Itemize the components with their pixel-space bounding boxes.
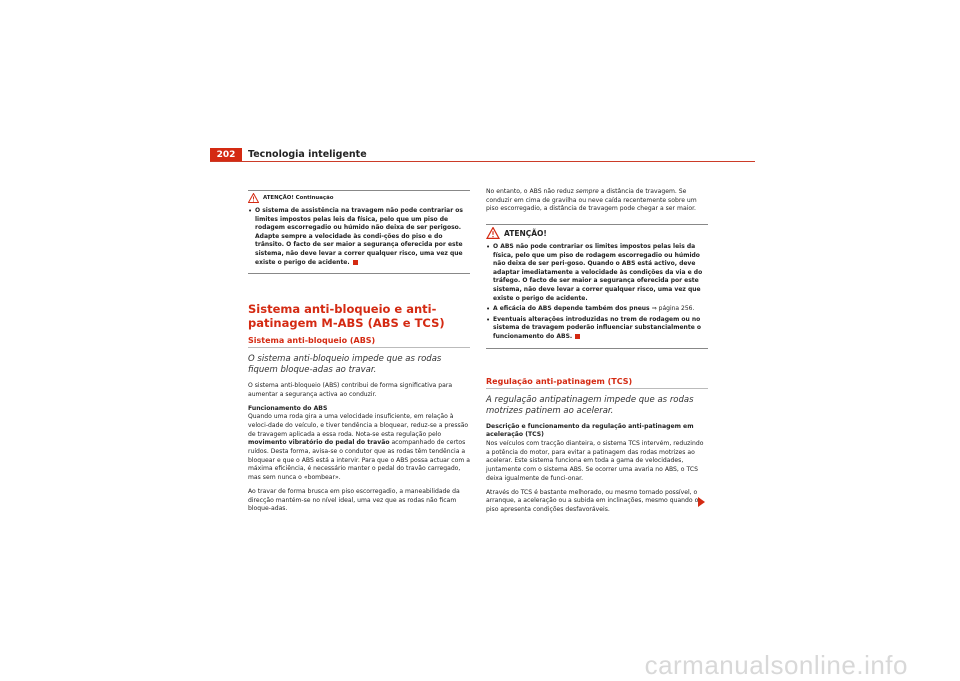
- left-column: [248, 190, 470, 519]
- page-reference-link[interactable]: ⇒ página 256.: [651, 305, 695, 313]
- subsection-title-abs: Sistema anti-bloqueio (ABS): [248, 336, 470, 348]
- warning-text: O sistema de assistência na travagem não pode contrariar os limites impostos pelas leis da física, pelo que um piso de rodagem escorregadio ou húmido não deixa de ser perigoso. Adapte sempre a velocidade às condi-ções do piso e do trânsito. O facto de ser maior a segurança oferecida por este sistema, não deve levar a correr qualquer risco, uma vez que existe o perigo de acidente.: [255, 207, 463, 266]
- warning-box-continued: [248, 190, 470, 274]
- abs-paragraph-4: No entanto, o ABS não reduz sempre a distância de travagem. Se conduzir em cima de gravilha ou neve caída recentemente sobre um piso escorregadio, a distância de travagem pode chegar a ser maior.: [486, 188, 697, 213]
- section-title: Sistema anti-bloqueio e anti-patinagem M-ABS (ABS e TCS): [248, 302, 445, 331]
- warning-triangle-icon: [248, 193, 259, 203]
- end-mark-icon: [575, 334, 580, 339]
- warning-label: ATENÇÃO!: [504, 228, 547, 238]
- abs-paragraph-1: O sistema anti-bloqueio (ABS) contribui de forma significativa para aumentar a segurança activa ao conduzir.: [248, 382, 453, 398]
- warning-text-3: Eventuais alterações introduzidas no trem de rodagem ou no sistema de travagem poderão influenciar substancialmente o funcionamento do ABS.: [493, 315, 701, 341]
- tcs-paragraph-2: Através do TCS é bastante melhorado, ou mesmo tornado possível, o arranque, a aceleração ou a subida em inclinações, mesmo quando o piso apresenta condições desfavoráveis.: [486, 488, 699, 513]
- warning-label: ATENÇÃO! Continuação: [263, 195, 334, 201]
- tcs-intro: A regulação antipatinagem impede que as rodas motrizes patinem ao acelerar.: [486, 394, 694, 416]
- subsection-title-tcs: Regulação anti-patinagem (TCS): [486, 377, 708, 389]
- warning-triangle-icon: [486, 227, 500, 239]
- warning-box-abs: [486, 224, 708, 349]
- chapter-title: Tecnologia inteligente: [248, 149, 367, 160]
- bullet-icon: •: [486, 315, 491, 324]
- warning-text-2: A eficácia do ABS depende também dos pneus ⇒ página 256.: [493, 305, 695, 313]
- bullet-icon: •: [486, 305, 491, 314]
- abs-paragraph-3: Ao travar de forma brusca em piso escorregadio, a maneabilidade da direcção mantém-se no nível ideal, uma vez que as rodas não ficam bloque-adas.: [248, 487, 460, 513]
- warning-text-1: O ABS não pode contrariar os limites impostos pelas leis da física, pelo que um piso de rodagem escorregadio ou húmido não deixa de ser peri-goso. Quando o ABS está activo, deve adaptar imediatamente a velocidade às condições da via e do tráfego. O facto de ser maior a segurança oferecida por este sistema, não deve levar a correr qualquer risco, uma vez que existe o perigo de acidente.: [493, 243, 703, 302]
- end-mark-icon: [353, 260, 358, 265]
- watermark: carmanualsonline.info: [644, 650, 908, 680]
- abs-paragraph-2: Quando uma roda gira a uma velocidade insuficiente, em relação à veloci-dade do veículo, e tiver tendência a bloquear, reduz-se a pressão de travagem aplicada a essa roda. Nota-se esta regulação pelo movimento vibratório do pedal do travão acompanhado de certos ruídos. Desta forma, avisa-se o condutor que as rodas têm tendência a bloquear e que o ABS está a intervir. Para que o ABS possa actuar com a máxima eficiência, é necessário manter o pedal do travão carregado, mas sem nunca o «bombear».: [248, 413, 470, 482]
- abs-function-heading: Funcionamento do ABS: [248, 404, 328, 412]
- tcs-paragraph-1: Nos veículos com tracção dianteira, o sistema TCS intervém, reduzindo a potência do motor, para evitar a patinagem das rodas motrizes ao acelerar. Este sistema funciona em toda a gama de velocidades, juntamente com o sistema ABS. Se ocorrer uma avaria no ABS, o TCS deixa igualmente de funci-onar.: [486, 440, 704, 482]
- right-column: [486, 188, 708, 520]
- bullet-icon: •: [248, 207, 253, 215]
- abs-intro: O sistema anti-bloqueio impede que as rodas fiquem bloque-adas ao travar.: [248, 354, 442, 376]
- header-rule: [210, 161, 755, 162]
- tcs-function-heading: Descrição e funcionamento da regulação anti-patinagem em aceleração (TCS): [486, 422, 694, 439]
- next-page-arrow-icon[interactable]: [698, 497, 705, 507]
- bullet-icon: •: [486, 243, 491, 252]
- page-number: 202: [210, 148, 242, 162]
